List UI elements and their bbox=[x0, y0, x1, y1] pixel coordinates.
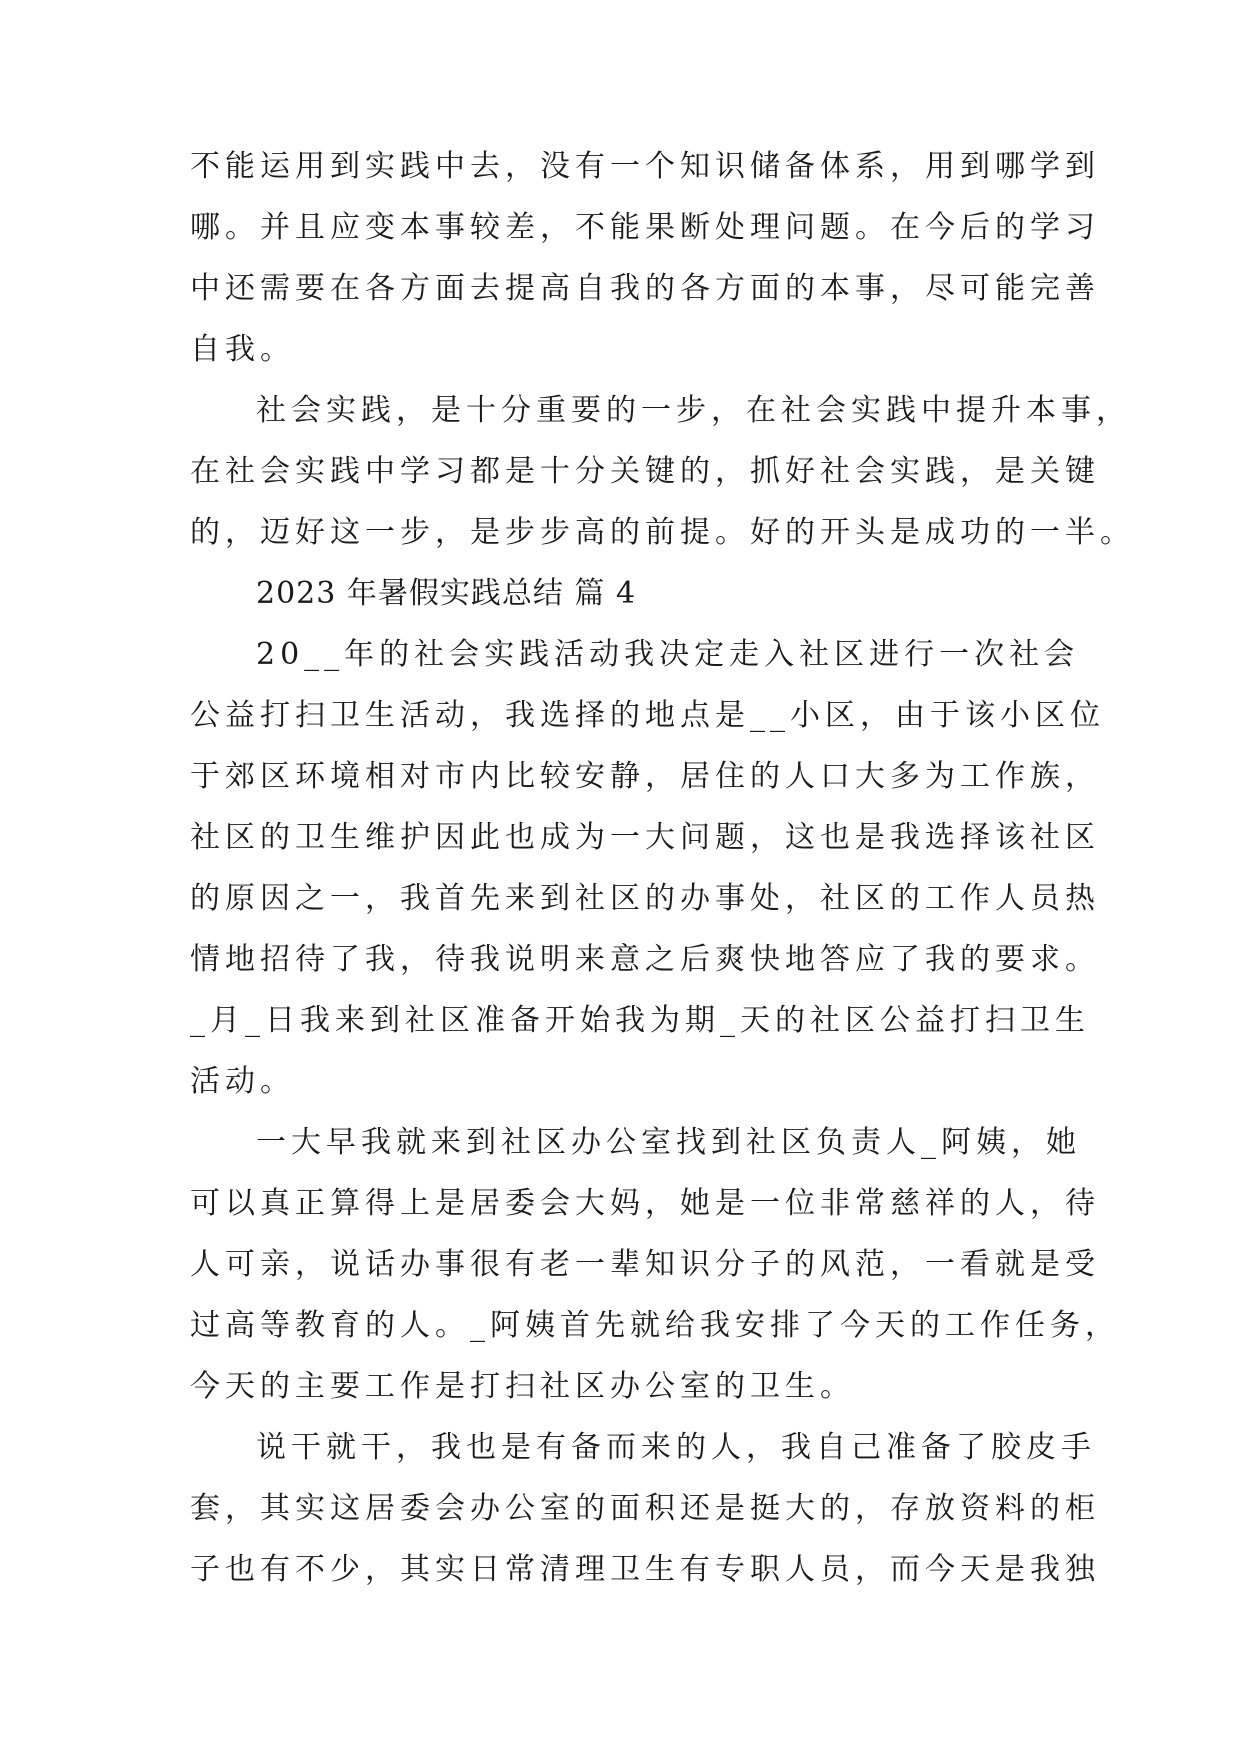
paragraph-3-line-2: 公益打扫卫生活动，我选择的地点是__小区，由于该小区位 bbox=[190, 698, 1105, 733]
paragraph-5-line-3: 子也有不少，其实日常清理卫生有专职人员，而今天是我独 bbox=[190, 1552, 1100, 1587]
paragraph-5-line-1: 说干就干，我也是有备而来的人，我自己准备了胶皮手 bbox=[256, 1430, 1096, 1465]
paragraph-3-line-6: 情地招待了我，待我说明来意之后爽快地答应了我的要求。 bbox=[190, 942, 1100, 977]
paragraph-1-line-2: 哪。并且应变本事较差，不能果断处理问题。在今后的学习 bbox=[190, 210, 1100, 245]
paragraph-2-line-1: 社会实践，是十分重要的一步，在社会实践中提升本事， bbox=[256, 393, 1131, 428]
paragraph-4-line-1: 一大早我就来到社区办公室找到社区负责人_阿姨，她 bbox=[256, 1125, 1081, 1160]
paragraph-4-line-3: 人可亲，说话办事很有老一辈知识分子的风范，一看就是受 bbox=[190, 1247, 1100, 1282]
paragraph-4-line-2: 可以真正算得上是居委会大妈，她是一位非常慈祥的人，待 bbox=[190, 1186, 1100, 1221]
paragraph-4-line-4: 过高等教育的人。_阿姨首先就给我安排了今天的工作任务， bbox=[190, 1308, 1120, 1343]
section-heading: 2023 年暑假实践总结 篇 4 bbox=[256, 576, 637, 611]
paragraph-1-line-4: 自我。 bbox=[190, 332, 295, 367]
paragraph-3-line-7: _月_日我来到社区准备开始我为期_天的社区公益打扫卫生 bbox=[190, 1003, 1090, 1038]
paragraph-3-line-3: 于郊区环境相对市内比较安静，居住的人口大多为工作族， bbox=[190, 759, 1100, 794]
paragraph-3-line-5: 的原因之一，我首先来到社区的办事处，社区的工作人员热 bbox=[190, 881, 1100, 916]
paragraph-3-line-1: 20__年的社会实践活动我决定走入社区进行一次社会 bbox=[256, 637, 1080, 672]
paragraph-5-line-2: 套，其实这居委会办公室的面积还是挺大的，存放资料的柜 bbox=[190, 1491, 1100, 1526]
paragraph-3-line-4: 社区的卫生维护因此也成为一大问题，这也是我选择该社区 bbox=[190, 820, 1100, 855]
paragraph-1-line-1: 不能运用到实践中去，没有一个知识储备体系，用到哪学到 bbox=[190, 149, 1100, 184]
document-body bbox=[190, 136, 1135, 1600]
paragraph-3-line-8: 活动。 bbox=[190, 1064, 295, 1099]
paragraph-2-line-3: 的，迈好这一步，是步步高的前提。好的开头是成功的一半。 bbox=[190, 515, 1135, 550]
paragraph-1-line-3: 中还需要在各方面去提高自我的各方面的本事，尽可能完善 bbox=[190, 271, 1100, 306]
paragraph-4-line-5: 今天的主要工作是打扫社区办公室的卫生。 bbox=[190, 1369, 855, 1404]
paragraph-2-line-2: 在社会实践中学习都是十分关键的，抓好社会实践，是关键 bbox=[190, 454, 1100, 489]
